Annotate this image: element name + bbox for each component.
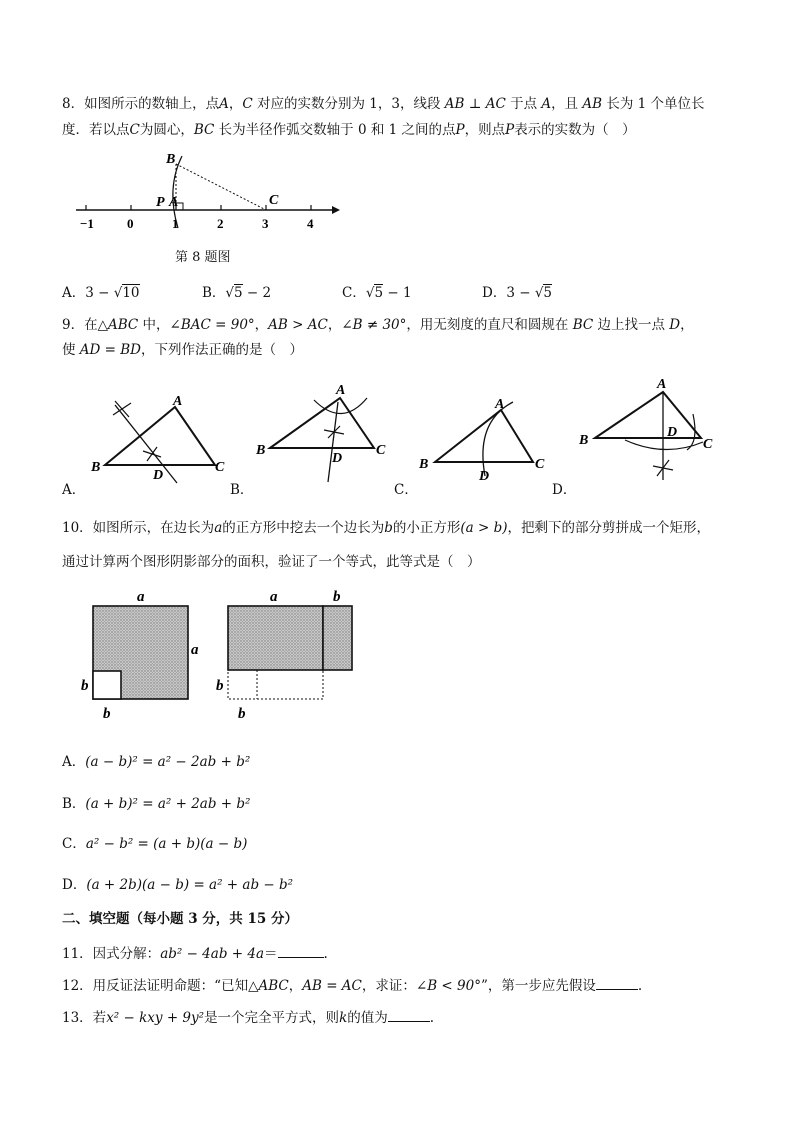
q10-line-2: 通过计算两个图形阴影部分的面积，验证了一个等式，此等式是（ ）: [62, 554, 481, 570]
q10-option-c[interactable]: C．a² − b² = (a + b)(a − b): [62, 836, 248, 852]
q9-line-2: 使 AD = BD，下列作法正确的是（ ）: [62, 342, 304, 358]
svg-text:C: C: [703, 437, 713, 452]
q10-left-square: [93, 606, 188, 699]
q9-option-a[interactable]: A．: [62, 482, 86, 498]
q9-option-b[interactable]: B．: [230, 482, 254, 498]
answer-blank[interactable]: [278, 945, 324, 958]
svg-text:B: B: [579, 433, 589, 448]
tick-label: 3: [262, 216, 269, 231]
q9-figure-d: [575, 372, 725, 490]
sqrt-icon: √: [113, 285, 123, 301]
svg-text:A: A: [657, 377, 667, 392]
sqrt-icon: √: [534, 285, 544, 301]
tick-label: 0: [127, 216, 134, 231]
svg-text:A: A: [336, 383, 346, 398]
label-p: P: [156, 195, 165, 210]
q9-figure-a: [85, 385, 235, 485]
svg-text:B: B: [91, 460, 101, 475]
q10-option-a[interactable]: A．(a − b)² = a² − 2ab + b²: [62, 754, 251, 770]
answer-blank[interactable]: [388, 1009, 430, 1022]
svg-text:D: D: [667, 425, 678, 440]
svg-text:b: b: [238, 706, 246, 722]
tick-label: −1: [80, 216, 94, 231]
label-b: B: [166, 152, 176, 167]
tick-label: 2: [217, 216, 224, 231]
q8-option-b[interactable]: B．√5 − 2: [202, 285, 272, 301]
q13: 13．若x² − kxy + 9y²是一个完全平方式，则k的值为 .: [62, 1010, 435, 1026]
q12: 12．用反证法证明命题：“已知△ABC，AB = AC，求证：∠B < 90°”，第一步应先假设 .: [62, 978, 643, 994]
q10-line-1: 10．如图所示，在边长为a的正方形中挖去一个边长为b的小正方形(a > b)，把剩下的部分剪拼成一个矩形，: [62, 520, 711, 536]
svg-text:b: b: [81, 678, 89, 694]
number-line-arrow-icon: [332, 206, 340, 214]
tick-label: 4: [307, 216, 314, 231]
label-c: C: [269, 193, 279, 208]
svg-text:a: a: [270, 589, 278, 605]
svg-text:A: A: [495, 397, 505, 412]
tick-label: 1: [172, 216, 179, 231]
svg-text:D: D: [332, 451, 343, 466]
q10-right-rectangle: [228, 606, 352, 699]
sqrt-icon: √: [365, 285, 375, 301]
svg-text:C: C: [376, 443, 386, 458]
section-title: 二、填空题（每小题 3 分，共 15 分）: [62, 911, 298, 927]
svg-text:b: b: [333, 589, 341, 605]
svg-text:B: B: [256, 443, 266, 458]
sqrt-icon: √: [225, 285, 235, 301]
q8-option-d[interactable]: D．3 − √5: [482, 285, 553, 301]
q9-option-d[interactable]: D．: [552, 482, 577, 498]
answer-blank[interactable]: [596, 977, 638, 990]
q10-option-b[interactable]: B．(a + b)² = a² + 2ab + b²: [62, 796, 251, 812]
svg-text:C: C: [215, 460, 225, 475]
q11: 11．因式分解：ab² − 4ab + 4a＝ .: [62, 946, 328, 962]
svg-text:B: B: [419, 457, 429, 472]
q8-option-c[interactable]: C．√5 − 1: [342, 285, 412, 301]
svg-text:C: C: [535, 457, 545, 472]
q8-figure-caption: 第 8 题图: [175, 250, 231, 265]
svg-text:D: D: [479, 469, 490, 484]
q8-line-2: 度．若以点C为圆心，BC 长为半径作弧交数轴于 0 和 1 之间的点P，则点P表示的实数为（ ）: [62, 122, 636, 138]
q8-option-a[interactable]: A．3 − √10: [62, 285, 140, 301]
label-a: A: [169, 195, 179, 210]
svg-text:D: D: [153, 468, 164, 483]
segment-bc: [176, 164, 266, 210]
q9-option-c[interactable]: C．: [394, 482, 418, 498]
q8-number-line-figure: [70, 148, 345, 238]
q9-line-1: 9．在△ABC 中，∠BAC = 90°，AB > AC，∠B ≠ 30°，用无刻度的直尺和圆规在 BC 边上找一点 D，: [62, 317, 694, 333]
svg-text:b: b: [103, 706, 111, 722]
svg-text:b: b: [216, 678, 224, 694]
q10-figures: [75, 586, 375, 726]
svg-text:A: A: [173, 394, 183, 409]
q8-line-1: 8．如图所示的数轴上，点A，C 对应的实数分别为 1，3，线段 AB ⊥ AC 于点 A，且 AB 长为 1 个单位长: [62, 96, 705, 112]
q9-figure-b: [252, 378, 402, 486]
svg-text:a: a: [191, 642, 199, 658]
q9-figure-c: [415, 392, 555, 484]
svg-text:a: a: [137, 589, 145, 605]
q10-option-d[interactable]: D．(a + 2b)(a − b) = a² + ab − b²: [62, 877, 294, 893]
